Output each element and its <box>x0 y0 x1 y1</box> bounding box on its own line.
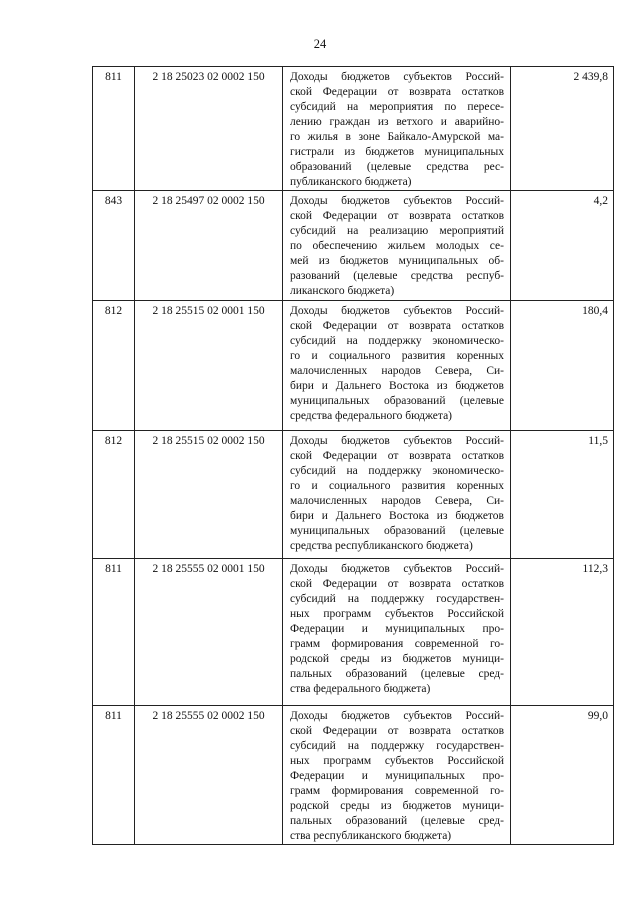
description-cell <box>283 431 511 559</box>
budget-revenue-table <box>92 66 614 845</box>
description-line: Доходы бюджетов субъектов Россий- <box>290 195 504 207</box>
admin-code-cell: 811 <box>93 559 135 706</box>
description-line: малочисленных народов Севера, Си- <box>290 495 504 507</box>
admin-code-cell: 811 <box>93 706 135 845</box>
description-line: гистрали из бюджетов муниципальных <box>290 146 504 158</box>
description-cell <box>283 191 511 301</box>
description-line: бири и Дальнего Востока из бюджетов <box>290 510 504 522</box>
description-line: родской среды из бюджетов муници- <box>290 653 504 665</box>
description-line: муниципальных образований (целевые <box>290 525 504 537</box>
description-line: субсидий на мероприятия по пересе- <box>290 101 504 113</box>
description-line: образований (целевые средства рес- <box>290 161 504 173</box>
description-line: пальных образований (целевые сред- <box>290 815 504 827</box>
table-row <box>93 67 614 191</box>
description-line: ства республиканского бюджета) <box>290 830 452 842</box>
table-body <box>93 67 614 845</box>
budget-code-cell: 2 18 25555 02 0001 150 <box>135 559 283 706</box>
description-line: ных программ субъектов Российской <box>290 608 504 620</box>
description-line: го и социального развития коренных <box>290 350 504 362</box>
budget-code-cell: 2 18 25515 02 0001 150 <box>135 301 283 431</box>
description-line: го жилья в зоне Байкало-Амурской ма- <box>290 131 504 143</box>
description-line: ской Федерации от возврата остатков <box>290 210 504 222</box>
table-row <box>93 431 614 559</box>
budget-code-cell: 2 18 25497 02 0002 150 <box>135 191 283 301</box>
description-line: субсидий на поддержку экономическо- <box>290 335 504 347</box>
description-line: лению граждан из ветхого и аварийно- <box>290 116 504 128</box>
description-line: грамм формирования современной го- <box>290 785 504 797</box>
description-line: Доходы бюджетов субъектов Россий- <box>290 563 504 575</box>
admin-code-cell: 812 <box>93 431 135 559</box>
description-line: средства республиканского бюджета) <box>290 540 473 552</box>
budget-code-cell: 2 18 25023 02 0002 150 <box>135 67 283 191</box>
description-line: го и социального развития коренных <box>290 480 504 492</box>
description-line: субсидий на поддержку государствен- <box>290 593 504 605</box>
description-line: мей из бюджетов муниципальных об- <box>290 255 504 267</box>
admin-code-cell: 812 <box>93 301 135 431</box>
description-line: ской Федерации от возврата остатков <box>290 86 504 98</box>
description-line: бири и Дальнего Востока из бюджетов <box>290 380 504 392</box>
description-line: публиканского бюджета) <box>290 176 412 188</box>
description-line: разований (целевые средства респуб- <box>290 270 504 282</box>
description-line: Федерации и муниципальных про- <box>290 623 504 635</box>
description-line: муниципальных образований (целевые <box>290 395 504 407</box>
description-line: пальных образований (целевые сред- <box>290 668 504 680</box>
page-number: 24 <box>313 37 327 51</box>
description-line: субсидий на поддержку экономическо- <box>290 465 504 477</box>
description-line: ской Федерации от возврата остатков <box>290 578 504 590</box>
description-cell <box>283 67 511 191</box>
description-line: Доходы бюджетов субъектов Россий- <box>290 305 504 317</box>
amount-cell: 180,4 <box>511 301 614 431</box>
description-line: Доходы бюджетов субъектов Россий- <box>290 435 504 447</box>
description-line: ской Федерации от возврата остатков <box>290 320 504 332</box>
amount-cell: 11,5 <box>511 431 614 559</box>
admin-code-cell: 843 <box>93 191 135 301</box>
table-row <box>93 706 614 845</box>
amount-cell: 2 439,8 <box>511 67 614 191</box>
description-line: родской среды из бюджетов муници- <box>290 800 504 812</box>
description-line: грамм формирования современной го- <box>290 638 504 650</box>
description-line: малочисленных народов Севера, Си- <box>290 365 504 377</box>
description-line: субсидий на реализацию мероприятий <box>290 225 504 237</box>
description-line: ликанского бюджета) <box>290 285 395 297</box>
table-row <box>93 559 614 706</box>
description-line: Федерации и муниципальных про- <box>290 770 504 782</box>
admin-code-cell: 811 <box>93 67 135 191</box>
description-line: средства федерального бюджета) <box>290 410 453 422</box>
description-line: ных программ субъектов Российской <box>290 755 504 767</box>
description-line: Доходы бюджетов субъектов Россий- <box>290 71 504 83</box>
description-line: по обеспечению жильем молодых се- <box>290 240 504 252</box>
description-line: Доходы бюджетов субъектов Россий- <box>290 710 504 722</box>
amount-cell: 4,2 <box>511 191 614 301</box>
description-line: ской Федерации от возврата остатков <box>290 450 504 462</box>
amount-cell: 99,0 <box>511 706 614 845</box>
description-cell <box>283 559 511 706</box>
description-cell <box>283 706 511 845</box>
budget-code-cell: 2 18 25515 02 0002 150 <box>135 431 283 559</box>
description-line: субсидий на поддержку государствен- <box>290 740 504 752</box>
description-cell <box>283 301 511 431</box>
amount-cell: 112,3 <box>511 559 614 706</box>
table-row <box>93 191 614 301</box>
budget-code-cell: 2 18 25555 02 0002 150 <box>135 706 283 845</box>
description-line: ства федерального бюджета) <box>290 683 431 695</box>
table-row <box>93 301 614 431</box>
description-line: ской Федерации от возврата остатков <box>290 725 504 737</box>
